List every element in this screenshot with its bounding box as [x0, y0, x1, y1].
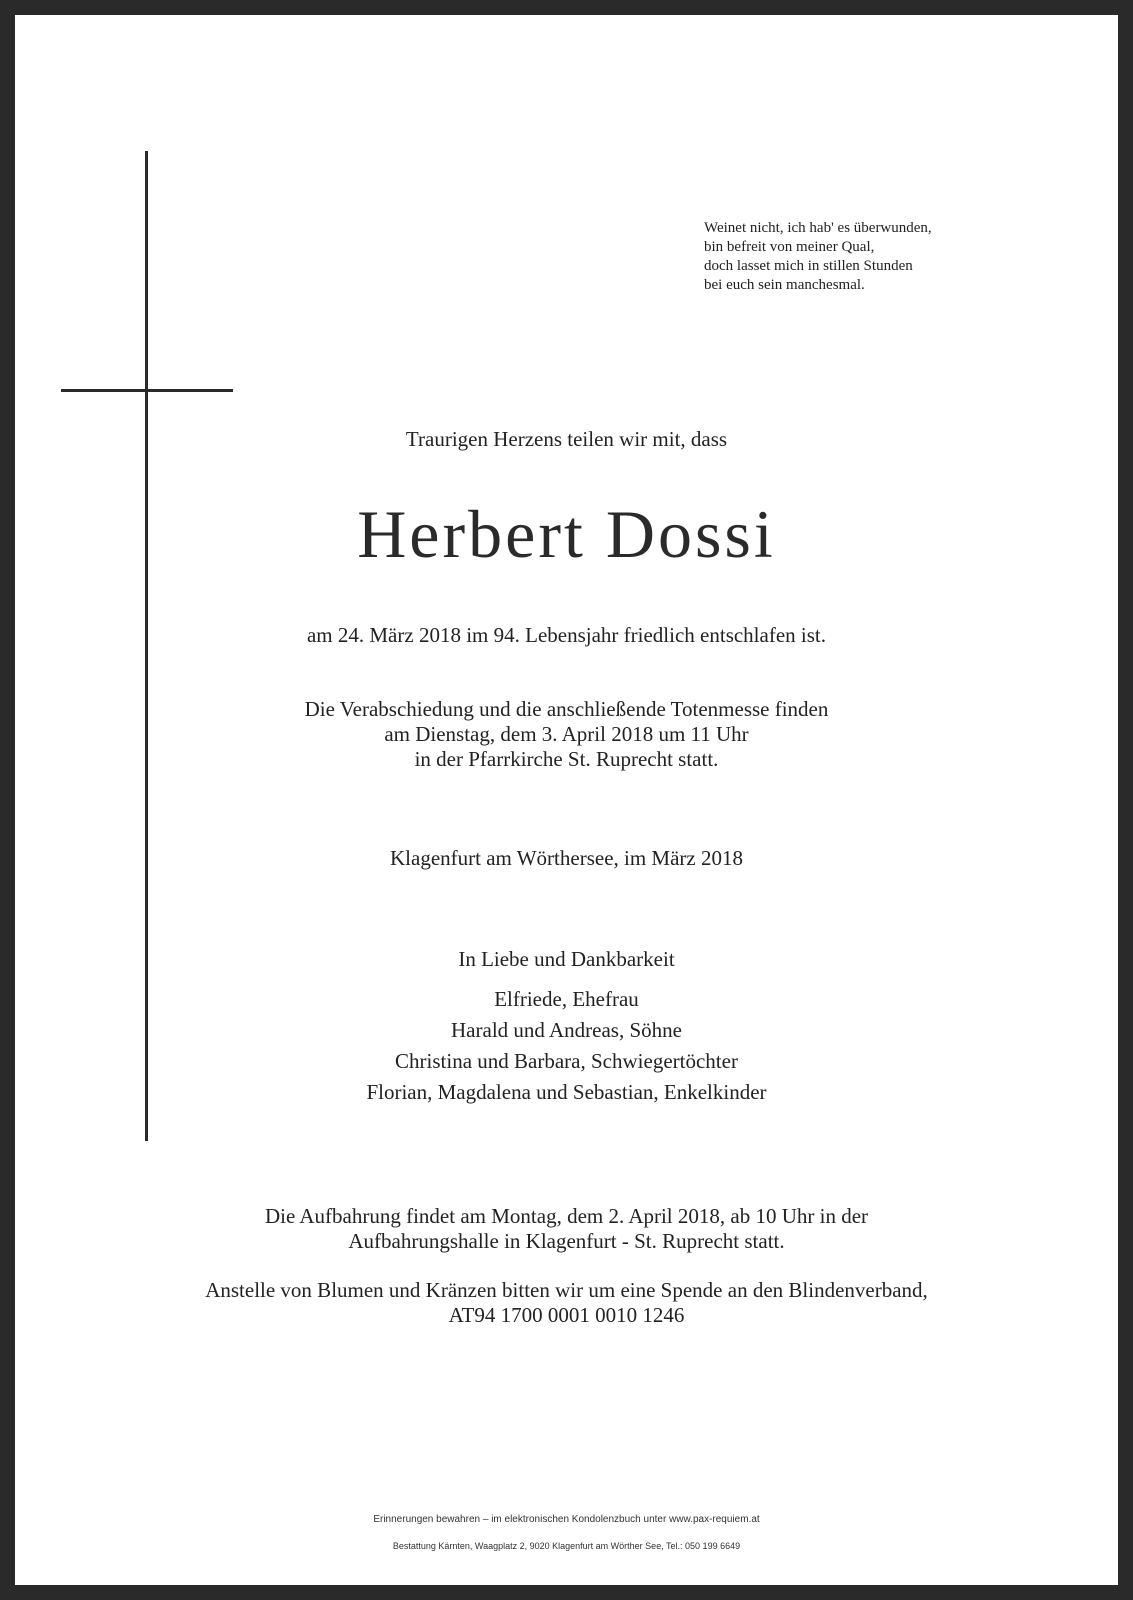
service-line: am Dienstag, dem 3. April 2018 um 11 Uhr	[384, 722, 749, 746]
donation-iban: AT94 1700 0001 0010 1246	[448, 1303, 685, 1327]
mourner-entry: Harald und Andreas, Söhne	[451, 1018, 682, 1042]
poem-verse	[704, 219, 932, 295]
donation-info	[0, 1278, 1133, 1328]
intro-text: Traurigen Herzens teilen wir mit, dass	[405, 427, 728, 451]
viewing-info	[0, 1204, 1133, 1254]
footer-funeral-home: Bestattung Kärnten, Waagplatz 2, 9020 Klagenfurt am Wörther See, Tel.: 050 199 6649	[392, 1541, 741, 1551]
deceased-name: Herbert Dossi	[357, 496, 776, 572]
service-line: in der Pfarrkirche St. Ruprecht statt.	[414, 747, 719, 771]
footer-condolence-link: Erinnerungen bewahren – im elektronischen Kondolenzbuch unter www.pax-requiem.at	[373, 1514, 760, 1525]
poem-line: doch lasset mich in stillen Stunden	[704, 258, 913, 274]
poem-line: bei euch sein manchesmal.	[704, 277, 865, 293]
viewing-line: Aufbahrungshalle in Klagenfurt - St. Ruprecht statt.	[348, 1229, 785, 1253]
mourners-list	[0, 984, 1133, 1108]
place-date: Klagenfurt am Wörthersee, im März 2018	[390, 846, 743, 870]
service-info	[0, 697, 1133, 772]
mourner-entry: Elfriede, Ehefrau	[494, 987, 639, 1011]
service-line: Die Verabschiedung und die anschließende Totenmesse finden	[304, 697, 829, 721]
viewing-line: Die Aufbahrung findet am Montag, dem 2. April 2018, ab 10 Uhr in der	[264, 1204, 869, 1228]
poem-line: bin befreit von meiner Qual,	[704, 239, 875, 255]
mourner-entry: Christina und Barbara, Schwiegertöchter	[395, 1049, 738, 1073]
donation-line: Anstelle von Blumen und Kränzen bitten wir um eine Spende an den Blindenverband,	[205, 1278, 928, 1302]
cross-icon-horizontal-bar	[61, 389, 233, 392]
poem-line: Weinet nicht, ich hab' es überwunden,	[704, 220, 932, 236]
mourners-title: In Liebe und Dankbarkeit	[458, 947, 675, 971]
death-notice: am 24. März 2018 im 94. Lebensjahr friedlich entschlafen ist.	[306, 623, 826, 647]
mourner-entry: Florian, Magdalena und Sebastian, Enkelkinder	[366, 1080, 767, 1104]
